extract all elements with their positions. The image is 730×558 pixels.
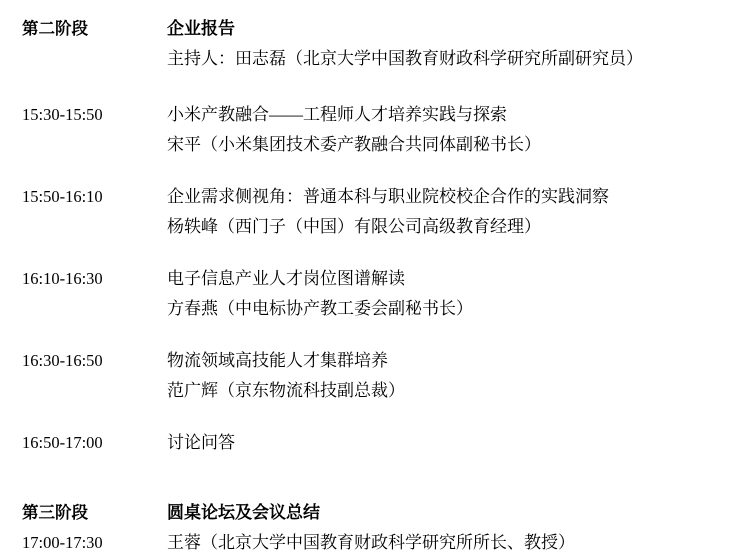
- stage-header-row: [22, 14, 720, 74]
- session-time: 15:50-16:10: [22, 187, 103, 206]
- session-content: [167, 264, 720, 324]
- session-speaker: 范广辉（京东物流科技副总裁）: [167, 381, 405, 400]
- session-row: [22, 528, 720, 558]
- session-row: [22, 346, 720, 406]
- spacer: [22, 74, 720, 100]
- session-topic: 小米产教融合——工程师人才培养实践与探索: [167, 105, 507, 124]
- session-speaker: 方春燕（中电标协产教工委会副秘书长）: [167, 299, 473, 318]
- session-time: 16:10-16:30: [22, 269, 103, 288]
- spacer: [22, 242, 720, 264]
- session-row: [22, 428, 720, 458]
- session-content: [167, 182, 720, 242]
- spacer: [22, 160, 720, 182]
- session-row: [22, 264, 720, 324]
- session-row: [22, 100, 720, 160]
- session-topic: 物流领域高技能人才集群培养: [167, 351, 388, 370]
- session-time: 16:50-17:00: [22, 433, 103, 452]
- spacer: [22, 324, 720, 346]
- session-time: 17:00-17:30: [22, 533, 103, 552]
- stage-title-block: [167, 14, 720, 74]
- stage-header-row: [22, 498, 720, 528]
- spacer: [22, 458, 720, 498]
- spacer: [22, 406, 720, 428]
- session-time: 16:30-16:50: [22, 351, 103, 370]
- session-speaker: 王蓉（北京大学中国教育财政科学研究所所长、教授）: [167, 533, 575, 552]
- session-topic: 电子信息产业人才岗位图谱解读: [167, 269, 405, 288]
- session-topic: 企业需求侧视角：普通本科与职业院校校企合作的实践洞察: [167, 187, 609, 206]
- session-time: 15:30-15:50: [22, 105, 103, 124]
- session-content: [167, 528, 720, 558]
- session-content: [167, 346, 720, 406]
- session-content: [167, 428, 720, 458]
- session-speaker: 杨轶峰（西门子（中国）有限公司高级教育经理）: [167, 217, 541, 236]
- stage-title: 企业报告: [167, 19, 235, 38]
- stage-title: 圆桌论坛及会议总结: [167, 503, 320, 522]
- session-content: [167, 100, 720, 160]
- session-speaker: 宋平（小米集团技术委产教融合共同体副秘书长）: [167, 135, 541, 154]
- stage-host: 主持人：田志磊（北京大学中国教育财政科学研究所副研究员）: [167, 49, 643, 68]
- session-row: [22, 182, 720, 242]
- stage-title-block: [167, 498, 720, 528]
- stage-label: 第三阶段: [22, 503, 88, 522]
- session-topic: 讨论问答: [167, 433, 235, 452]
- stage-label: 第二阶段: [22, 19, 88, 38]
